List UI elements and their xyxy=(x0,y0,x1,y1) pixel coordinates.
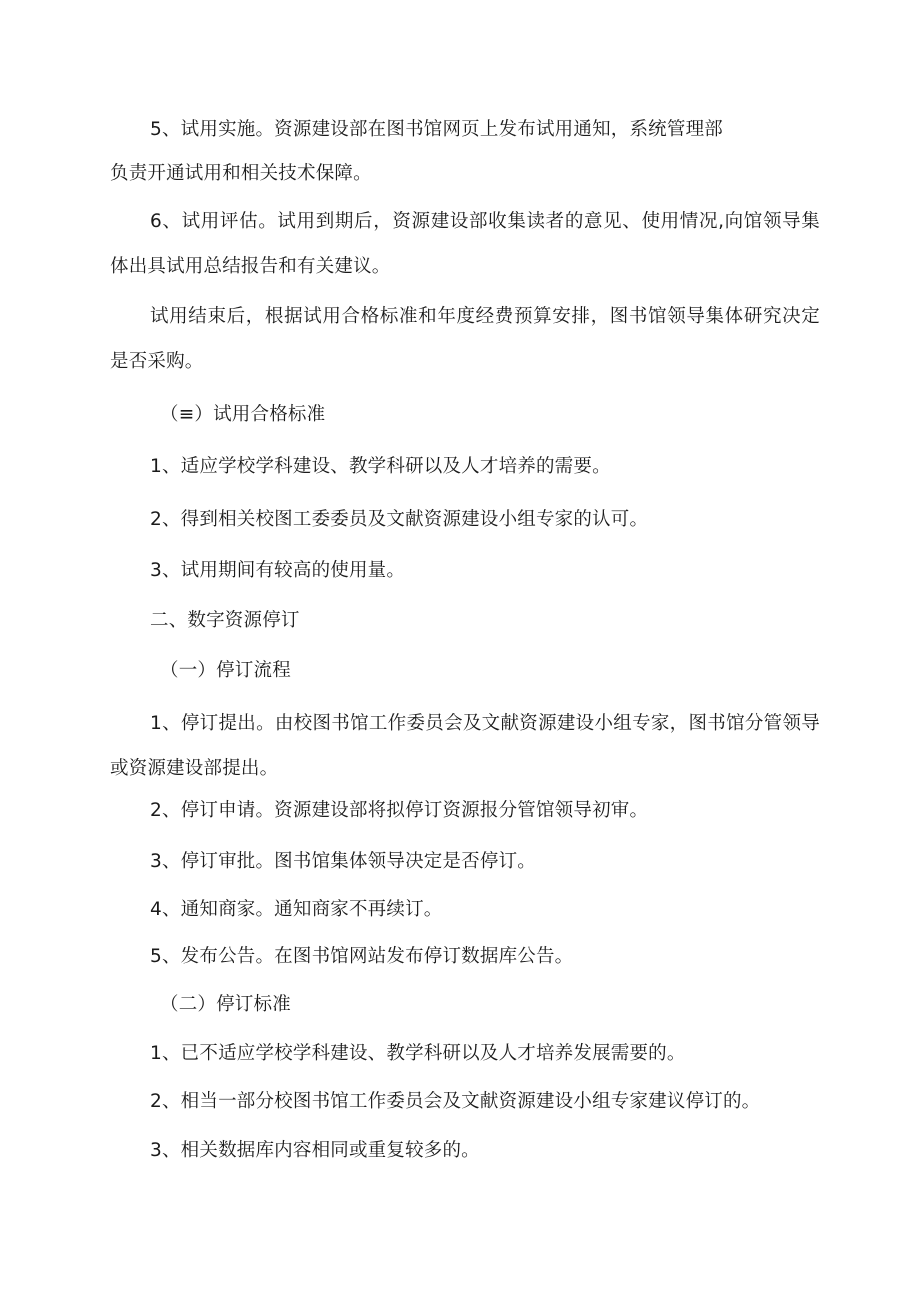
paragraph-trial-implementation-cont: 负责开通试用和相关技术保障。 xyxy=(110,163,372,184)
paragraph-trial-implementation: 5、试用实施。资源建设部在图书馆网页上发布试用通知，系统管理部 xyxy=(150,119,723,140)
list-item-cancellation-request: 2、停订申请。资源建设部将拟停订资源报分管馆领导初审。 xyxy=(150,800,649,821)
list-item-standard-3: 3、试用期间有较高的使用量。 xyxy=(150,560,406,581)
heading-cancellation-process: （一）停订流程 xyxy=(160,660,291,681)
paragraph-cancellation-proposal: 1、停订提出。由校图书馆工作委员会及文献资源建设小组专家，图书馆分管领导或资源建设部提出。 xyxy=(110,713,820,779)
paragraph-trial-end: 试用结束后，根据试用合格标准和年度经费预算安排，图书馆领导集体研究决定是否采购。 xyxy=(110,306,820,372)
list-item-cancellation-approval: 3、停订审批。图书馆集体领导决定是否停订。 xyxy=(150,851,536,872)
heading-resource-cancellation: 二、数字资源停订 xyxy=(150,610,300,631)
list-item-publish-notice: 5、发布公告。在图书馆网站发布停订数据库公告。 xyxy=(150,946,574,967)
list-item-notify-vendor: 4、通知商家。通知商家不再续订。 xyxy=(150,899,443,920)
heading-trial-standards: （≡）试用合格标准 xyxy=(160,404,326,425)
paragraph-trial-evaluation: 6、试用评估。试用到期后，资源建设部收集读者的意见、使用情况,向馆领导集体出具试用总结报告和有关建议。 xyxy=(110,211,820,277)
heading-cancellation-standards: （二）停订标准 xyxy=(160,994,291,1015)
list-item-standard-1: 1、适应学校学科建设、教学科研以及人才培养的需要。 xyxy=(150,456,611,477)
list-item-cancel-standard-3: 3、相关数据库内容相同或重复较多的。 xyxy=(150,1140,480,1161)
list-item-cancel-standard-2: 2、相当一部分校图书馆工作委员会及文献资源建设小组专家建议停订的。 xyxy=(150,1091,761,1112)
list-item-cancel-standard-1: 1、已不适应学校学科建设、教学科研以及人才培养发展需要的。 xyxy=(150,1043,686,1064)
list-item-standard-2: 2、得到相关校图工委委员及文献资源建设小组专家的认可。 xyxy=(150,509,649,530)
